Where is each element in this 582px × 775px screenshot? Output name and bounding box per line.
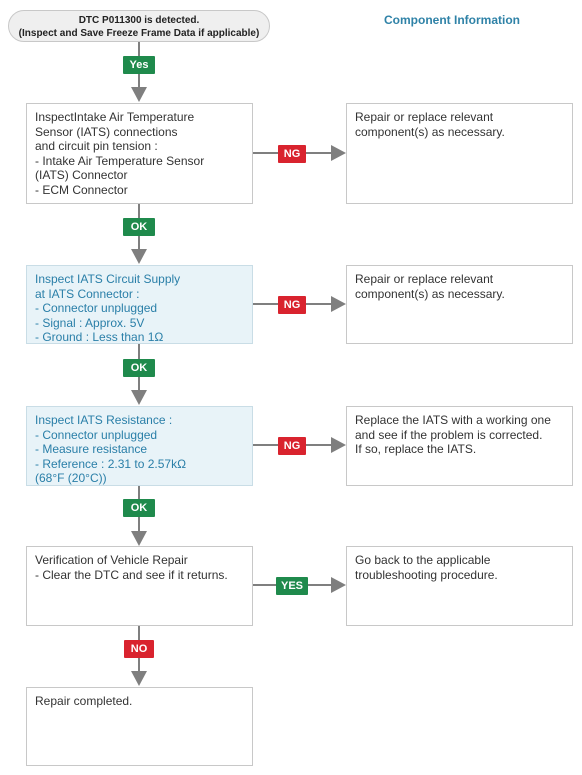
ng-badge-3: NG: [278, 437, 306, 455]
step-inspect-connections: InspectIntake Air Temperature Sensor (IATS) connections and circuit pin tension : - Intake Air Temperature Sensor (IATS) Connector - ECM Connector: [26, 103, 253, 204]
start-dtc-detected: [8, 10, 270, 42]
component-information-link[interactable]: Component Information: [384, 13, 520, 27]
action-go-back: Go back to the applicable troubleshooting procedure.: [346, 546, 573, 626]
ng-badge-2: NG: [278, 296, 306, 314]
yes-badge-verify: YES: [276, 577, 308, 595]
ok-badge-2: OK: [123, 359, 155, 377]
step-inspect-resistance: Inspect IATS Resistance : - Connector unplugged - Measure resistance - Reference : 2.31 to 2.57kΩ (68°F (20°C)): [26, 406, 253, 486]
step-repair-completed: Repair completed.: [26, 687, 253, 766]
step-verify-repair: Verification of Vehicle Repair - Clear the DTC and see if it returns.: [26, 546, 253, 626]
action-repair-replace-1: Repair or replace relevant component(s) as necessary.: [346, 103, 573, 204]
action-replace-iats: Replace the IATS with a working one and see if the problem is corrected. If so, replace the IATS.: [346, 406, 573, 486]
ok-badge-3: OK: [123, 499, 155, 517]
start-line-1: DTC P011300 is detected.: [78, 15, 200, 26]
yes-badge: Yes: [123, 56, 155, 74]
action-repair-replace-2: Repair or replace relevant component(s) as necessary.: [346, 265, 573, 344]
no-badge-verify: NO: [124, 640, 154, 658]
start-line-2: (Inspect and Save Freeze Frame Data if applicable): [18, 28, 260, 39]
ok-badge-1: OK: [123, 218, 155, 236]
step-inspect-circuit-supply: Inspect IATS Circuit Supply at IATS Connector : - Connector unplugged - Signal : Approx. 5V - Ground : Less than 1Ω: [26, 265, 253, 344]
ng-badge-1: NG: [278, 145, 306, 163]
